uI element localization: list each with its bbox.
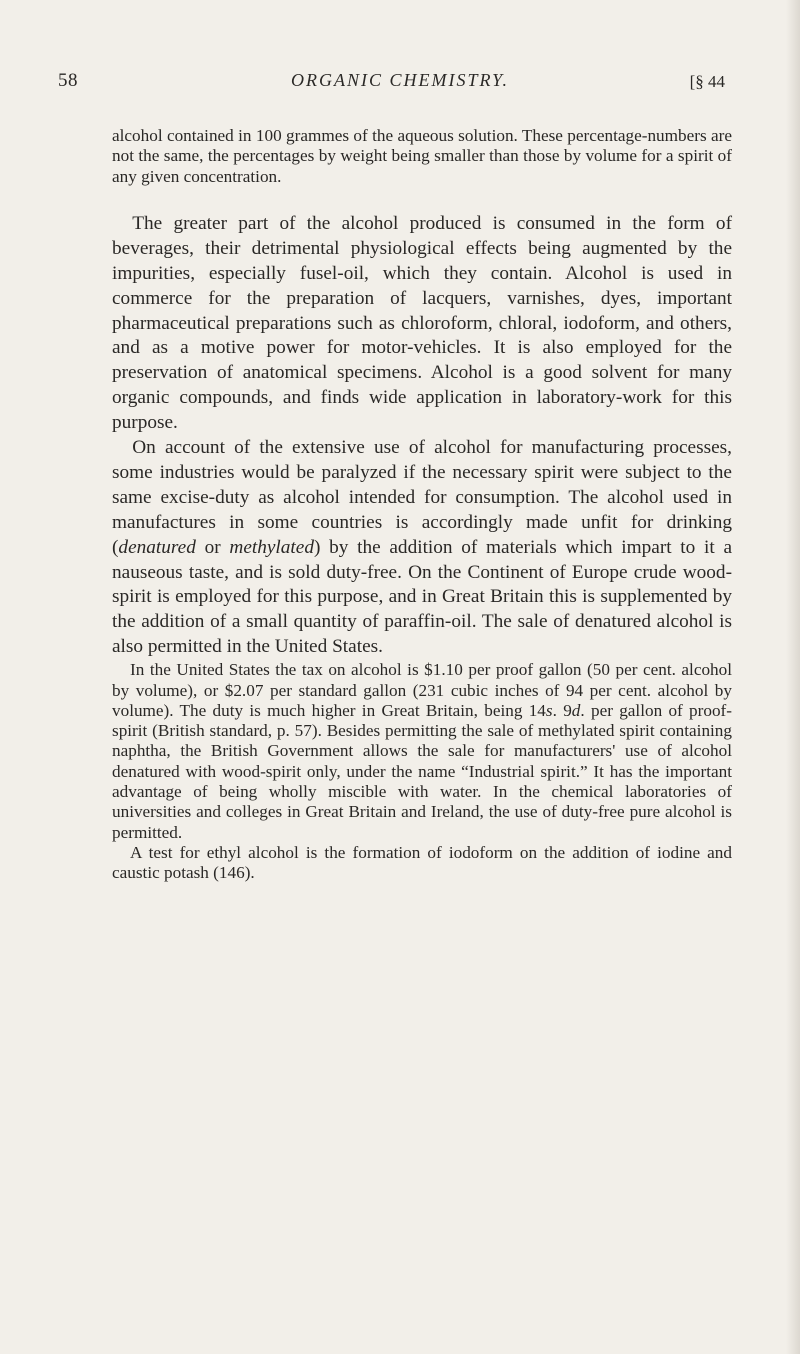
italic-term-methylated: methylated	[229, 536, 314, 558]
italic-term-denatured: denatured	[118, 536, 196, 558]
paragraph-continued: alcohol contained in 100 grammes of the aqueous solution. These percentage-numbers are not the same, the percentages by weight being smaller than those by volume for a spirit of any given concentration.	[112, 126, 732, 186]
italic-shillings: s	[545, 700, 553, 720]
text-run: or	[195, 536, 230, 558]
page-edge-shadow	[786, 0, 800, 1354]
page-number: 58	[58, 70, 78, 91]
running-head	[0, 70, 800, 100]
paragraph-alcohol-tax	[112, 660, 732, 843]
text-run: In the United States the tax on alcohol is $1.10 per proof gallon (50 per cent. alcohol by volume), or $2.07 per standard gallon (231 cubic inches of 94 per cent. alcohol by volume). The duty is much higher in Great Britain, being 14	[112, 660, 732, 720]
body-text	[112, 126, 732, 883]
text-run: . 9	[552, 700, 572, 720]
section-reference: [§ 44	[689, 72, 725, 91]
paragraph-uses-of-alcohol: The greater part of the alcohol produced is consumed in the form of beverages, their detrimental physiological effects being augmented by the impurities, especially fusel-oil, which they contain. Alcohol is used in commerce for the preparation of lacquers, varnishes, dyes, important pharmaceutical preparations such as chloroform, chloral, iodoform, and others, and as a motive power for motor-vehicles. It is also employed for the preservation of anatomical specimens. Alcohol is a good solvent for many organic compounds, and finds wide application in laboratory-work for this purpose.	[112, 212, 732, 434]
text-run: . per gallon of proof-spirit (British standard, p. 57). Besides permitting the sale of methylated spirit containing naphtha, the British Government allows the sale for manufacturers' use of alcohol denatured with wood-spirit only, under the name “Industrial spirit.” It has the important advantage of being wholly miscible with water. In the chemical laboratories of universities and colleges in Great Britain and Ireland, the use of duty-free pure alcohol is permitted.	[112, 700, 733, 842]
running-title: ORGANIC CHEMISTRY.	[290, 70, 510, 90]
italic-pence: d	[571, 700, 581, 720]
text-run: ) by the addition of materials which impart to it a nauseous taste, and is sold duty-free. On the Continent of Europe crude wood-spirit is employed for this purpose, and in Great Britain this is supplemented by the addition of a small quantity of paraffin-oil. The sale of denatured alcohol is also permitted in the United States.	[112, 536, 733, 658]
paragraph-denatured-alcohol	[112, 436, 732, 660]
paragraph-iodoform-test: A test for ethyl alcohol is the formation of iodoform on the addition of iodine and caustic potash (146).	[112, 842, 732, 883]
text-run: On account of the extensive use of alcohol for manufacturing processes, some industries would be paralyzed if the necessary spirit were subject to the same excise-duty as alcohol intended for consumption. The alcohol used in manufactures in some countries is accordingly made unfit for drinking (	[112, 437, 732, 558]
